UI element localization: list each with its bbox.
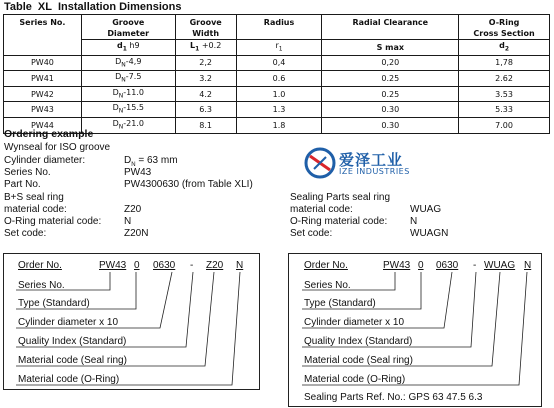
left-code-series: PW43 [99,260,127,271]
cylinder-diameter-label: Cylinder diameter: [4,155,86,166]
left-item-cylinder: Cylinder diameter x 10 [18,317,119,328]
oring-material-code-label: O-Ring material code: [4,216,102,227]
cylinder-diameter-value: $D_N = 63$ mm [124,155,178,168]
right-code-dash: - [473,260,477,271]
cell-l1: 3.2 [175,71,236,87]
left-code-dash: - [190,260,194,271]
ordering-example-heading: Ordering example [4,128,94,140]
sp-oring-material-code-value: N [410,216,418,227]
cell-l1: 4.2 [175,86,236,102]
right-item-cylinder: Cylinder diameter x 10 [304,317,405,328]
cell-s: 0.30 [322,117,459,133]
right-code-oring: N [524,260,532,271]
cell-r1: 1.3 [236,102,322,118]
ize-logo [304,146,428,180]
subheader-d1: $d_1$ h9 [81,40,175,56]
sp-material-code-label: material code: [290,204,353,215]
series-no-label: Series No. [4,167,51,178]
bs-seal-ring-label: B+S seal ring [4,192,64,203]
cell-d2: 7.00 [459,117,550,133]
cell-d1: $D_N-21.0$ [81,117,175,133]
subheader-s-max: S max [322,40,459,56]
cell-l1: 2,2 [175,55,236,71]
left-item-quality: Quality Index (Standard) [18,336,127,347]
header-radial-clearance: Radial Clearance [322,15,459,40]
sp-material-code-value: WUAG [410,204,442,215]
part-no-label: Part No. [4,179,41,190]
left-item-oring-material: Material code (O-Ring) [18,374,120,385]
right-order-no-label: Order No. [304,260,348,271]
right-code-diameter: 0630 [436,260,459,271]
sp-seal-ring-label: Sealing Parts seal ring [290,192,391,203]
cell-d1: $D_N-11.0$ [81,86,175,102]
cell-r1: 1.0 [236,86,322,102]
cell-l1: 8.1 [175,117,236,133]
right-code-material: WUAG [484,260,516,271]
right-item-type: Type (Standard) [304,298,376,309]
left-code-oring: N [236,260,244,271]
cell-r1: 0,4 [236,55,322,71]
logo-english-name: IZE INDUSTRIES [339,167,410,176]
material-code-label: material code: [4,204,67,215]
cell-series: PW42 [4,86,82,102]
subheader-d2: $d_2$ [459,40,550,56]
table-title-prefix: Table [4,1,32,13]
right-item-seal-material: Material code (Seal ring) [304,355,413,366]
table-row [4,86,550,102]
cell-series: PW43 [4,102,82,118]
sp-oring-material-code-label: O-Ring material code: [290,216,388,227]
cell-series: PW44 [4,117,82,133]
left-item-type: Type (Standard) [18,298,90,309]
left-code-quality: 0 [134,260,140,271]
cell-d1: $D_N-7.5$ [81,71,175,87]
logo-chinese-name: 爱泽工业 [339,151,404,169]
header-series: Series No. [4,15,82,56]
right-code-series: PW43 [383,260,411,271]
left-item-seal-material: Material code (Seal ring) [18,355,127,366]
cell-r1: 1.8 [236,117,322,133]
subheader-r1: $r_1$ [236,40,322,56]
cell-series: PW40 [4,55,82,71]
cell-series: PW41 [4,71,82,87]
ize-logo-mark-icon [304,147,336,179]
part-no-value: PW4300630 (from Table XLI) [124,179,253,190]
sp-set-code-label: Set code: [290,228,333,239]
table-row [4,55,550,71]
cell-d2: 1,78 [459,55,550,71]
table-header-row [4,15,550,40]
header-oring-cross-section: O-Ring Cross Section [459,15,550,40]
right-item-series: Series No. [304,280,351,291]
cell-d1: $D_N-4,9$ [81,55,175,71]
right-item-sp-ref: Sealing Parts Ref. No.: GPS 63 47.5 6.3 [304,392,483,403]
left-item-series: Series No. [18,280,65,291]
cell-s: 0,20 [322,55,459,71]
header-radius: Radius [236,15,322,40]
right-code-quality: 0 [418,260,424,271]
cell-s: 0.25 [322,71,459,87]
cell-r1: 0.6 [236,71,322,87]
table-subheader-row [4,40,550,56]
left-code-material: Z20 [206,260,224,271]
table-row [4,71,550,87]
sp-set-code-value: WUAGN [410,228,449,239]
cell-l1: 6.3 [175,102,236,118]
oring-material-code-value: N [124,216,132,227]
table-title-code: XL [37,1,52,13]
table-title [4,1,181,13]
cell-d1: $D_N-15.5$ [81,102,175,118]
ordering-intro: Wynseal for ISO groove [4,142,111,153]
material-code-value: Z20 [124,204,142,215]
left-code-diameter: 0630 [153,260,176,271]
right-item-quality: Quality Index (Standard) [304,336,413,347]
cell-s: 0.30 [322,102,459,118]
header-groove-diameter: Groove Diameter [81,15,175,40]
set-code-value: Z20N [124,228,149,239]
subheader-l1: $L_1 +0.2$ [175,40,236,56]
right-item-oring-material: Material code (O-Ring) [304,374,406,385]
set-code-label: Set code: [4,228,47,239]
cell-d2: 3.53 [459,86,550,102]
header-groove-width: Groove Width [175,15,236,40]
installation-dimensions-table [3,14,550,134]
cell-s: 0.25 [322,86,459,102]
cell-d2: 5.33 [459,102,550,118]
table-title-text: Installation Dimensions [57,1,182,13]
left-order-no-label: Order No. [18,260,62,271]
cell-d2: 2.62 [459,71,550,87]
series-no-value: PW43 [124,167,152,178]
table-row [4,102,550,118]
